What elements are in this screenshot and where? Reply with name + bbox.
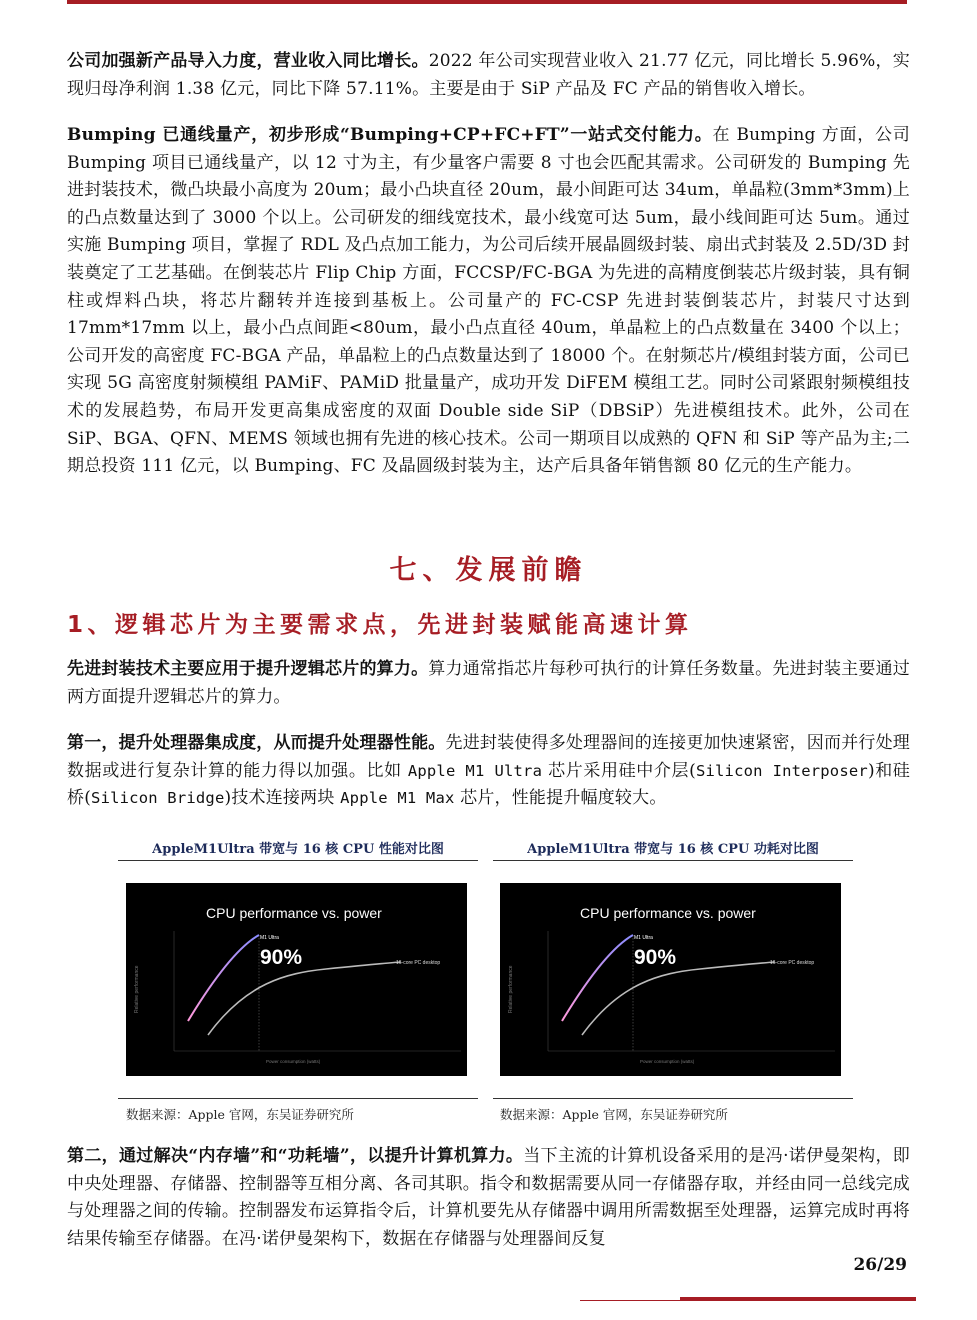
chart-x-label: Power consumption (watts) — [266, 1059, 321, 1064]
paragraph-logic-chip — [67, 656, 910, 711]
paragraph-body: 先进封装使得多处理器间的连接更加快速紧密，因而并行处理数据或进行复杂计算的能力得以加强。比如 — [67, 733, 911, 781]
figure-title: AppleM1Ultra 带宽与 16 核 CPU 性能对比图 — [152, 842, 444, 857]
paragraph-body: )技术连接两块 — [224, 788, 341, 809]
chart-label-m1-ultra: M1 Ultra — [260, 935, 279, 941]
chart-graphic — [500, 883, 841, 1076]
paragraph-revenue — [67, 48, 910, 103]
tech-name: Silicon Bridge — [91, 789, 225, 808]
chart-label-pc-desktop: 16-core PC desktop — [396, 960, 441, 966]
chart-heading: CPU performance vs. power — [206, 905, 382, 921]
chart-x-label: Power consumption (watts) — [640, 1059, 695, 1064]
paragraph-body: 算力通常指芯片每秒可执行的计算任务数量。先进封装主要通过两方面提升逻辑芯片的算力。 — [67, 659, 910, 707]
figure-rule — [118, 1098, 478, 1099]
paragraph-body: 当下主流的计算机设备采用的是冯·诺伊曼架构，即中央处理器、存储器、控制器等互相分离、各司其职。指令和数据需要从同一存储器存取，并经由同一总线完成与处理器之间的传输。控制器发布运算指令后，计算机要先从存储器中调用所需数据至处理器，运算完成时再将结果传输至存储器。在冯·诺伊曼架构下，数据在存储器与处理器间反复 — [67, 1146, 910, 1249]
chart-series-m1-ultra — [562, 935, 633, 1021]
figure-image — [126, 883, 467, 1076]
figure-source: 数据来源：Apple 官网，东吴证券研究所 — [126, 1107, 354, 1122]
paragraph-lead: Bumping 已通线量产，初步形成“Bumping+CP+FC+FT”一站式交付能力。 — [67, 125, 713, 145]
paragraph-body: 2022 年公司实现营业收入 21.77 亿元，同比增长 5.96%，实现归母净利润 1.38 亿元，同比下降 57.11%。主要是由于 SiP 产品及 FC 产品的销售收入增长。 — [67, 51, 910, 99]
paragraph-lead: 第一，提升处理器集成度，从而提升处理器性能。 — [67, 733, 446, 753]
chart-label-pc-desktop: 16-core PC desktop — [770, 960, 815, 966]
chart-y-label: Relative performance — [508, 965, 514, 1013]
chart-callout: 90% — [634, 946, 677, 969]
figure-source: 数据来源：Apple 官网，东吴证券研究所 — [500, 1107, 728, 1122]
footer-rule — [580, 1300, 916, 1301]
product-name: Apple M1 Max — [340, 789, 455, 808]
chart-label-m1-ultra: M1 Ultra — [634, 935, 653, 941]
paragraph-lead: 先进封装技术主要应用于提升逻辑芯片的算力。 — [67, 659, 429, 679]
figure-title: AppleM1Ultra 带宽与 16 核 CPU 功耗对比图 — [527, 842, 819, 857]
chart-callout: 90% — [260, 946, 303, 969]
paragraph-body: )和硅桥( — [67, 760, 911, 809]
chart-series-m1-ultra — [188, 935, 259, 1021]
chart-series-pc-desktop — [582, 962, 775, 1035]
paragraph-lead: 第二，通过解决“内存墙”和“功耗墙”，以提升计算机算力。 — [67, 1146, 524, 1166]
paragraph-body: 芯片，性能提升幅度较大。 — [454, 788, 667, 809]
tech-name: Silicon Interposer — [695, 761, 868, 780]
chart-graphic — [126, 883, 467, 1076]
figure-rule — [493, 860, 853, 861]
figure-rule — [493, 1098, 853, 1099]
paragraph-lead: 公司加强新产品导入力度，营业收入同比增长。 — [67, 51, 429, 71]
page-number: 26/29 — [853, 1255, 907, 1275]
paragraph-bumping — [67, 122, 910, 481]
paragraph-integration — [67, 730, 910, 813]
paragraph-body: 芯片采用硅中介层( — [542, 760, 696, 781]
figure-rule — [118, 860, 478, 861]
subsection-title: 1、逻辑芯片为主要需求点，先进封装赋能高速计算 — [67, 612, 693, 638]
chart-heading: CPU performance vs. power — [580, 905, 756, 921]
paragraph-body: 在 Bumping 方面，公司 Bumping 项目已通线量产，以 12 寸为主，有少量客户需要 8 寸也会匹配其需求。公司研发的 Bumping 先进封装技术，微凸块最小高度为 20um；最小凸块直径 20um，最小间距可达 34um，单晶粒(3mm*3mm)上的凸点数量达到了 3000 个以上。公司研发的细线宽技术，最小线宽可达 5um，最小线间距可达 5um。通过实施 Bumping 项目，掌握了 RDL 及凸点加工能力，为公司后续开展晶圆级封装、扇出式封装及 2.5D/3D 封装奠定了工艺基础。在倒装芯片 Flip Chip 方面，FCCSP/FC-BGA 为先进的高精度倒装芯片级封装，具有铜柱或焊料凸块，将芯片翻转并连接到基板上。公司量产的 FC-CSP 先进封装倒装芯片，封装尺寸达到 17mm*17mm 以上，最小凸点间距<80um，最小凸点直径 40um，单晶粒上的凸点数量在 3400 个以上；公司开发的高密度 FC-BGA 产品，单晶粒上的凸点数量达到了 18000 个。在射频芯片/模组封装方面，公司已实现 5G 高密度射频模组 PAMiF、PAMiD 批量量产，成功开发 DiFEM 模组工艺。同时公司紧跟射频模组技术的发展趋势，布局开发更高集成密度的双面 Double side SiP（DBSiP）先进模组技术。此外，公司在 SiP、BGA、QFN、MEMS 领域也拥有先进的核心技术。公司一期项目以成熟的 QFN 和 SiP 等产品为主;二期总投资 111 亿元，以 Bumping、FC 及晶圆级封装为主，达产后具备年销售额 80 亿元的生产能力。 — [67, 125, 910, 477]
section-title: 七、发展前瞻 — [389, 555, 588, 586]
chart-series-pc-desktop — [208, 962, 401, 1035]
product-name: Apple M1 Ultra — [407, 761, 543, 780]
top-rule — [67, 0, 907, 4]
footer-rule-accent — [680, 1297, 916, 1300]
chart-y-label: Relative performance — [134, 965, 140, 1013]
paragraph-memory-wall — [67, 1143, 910, 1253]
figure-image — [500, 883, 841, 1076]
